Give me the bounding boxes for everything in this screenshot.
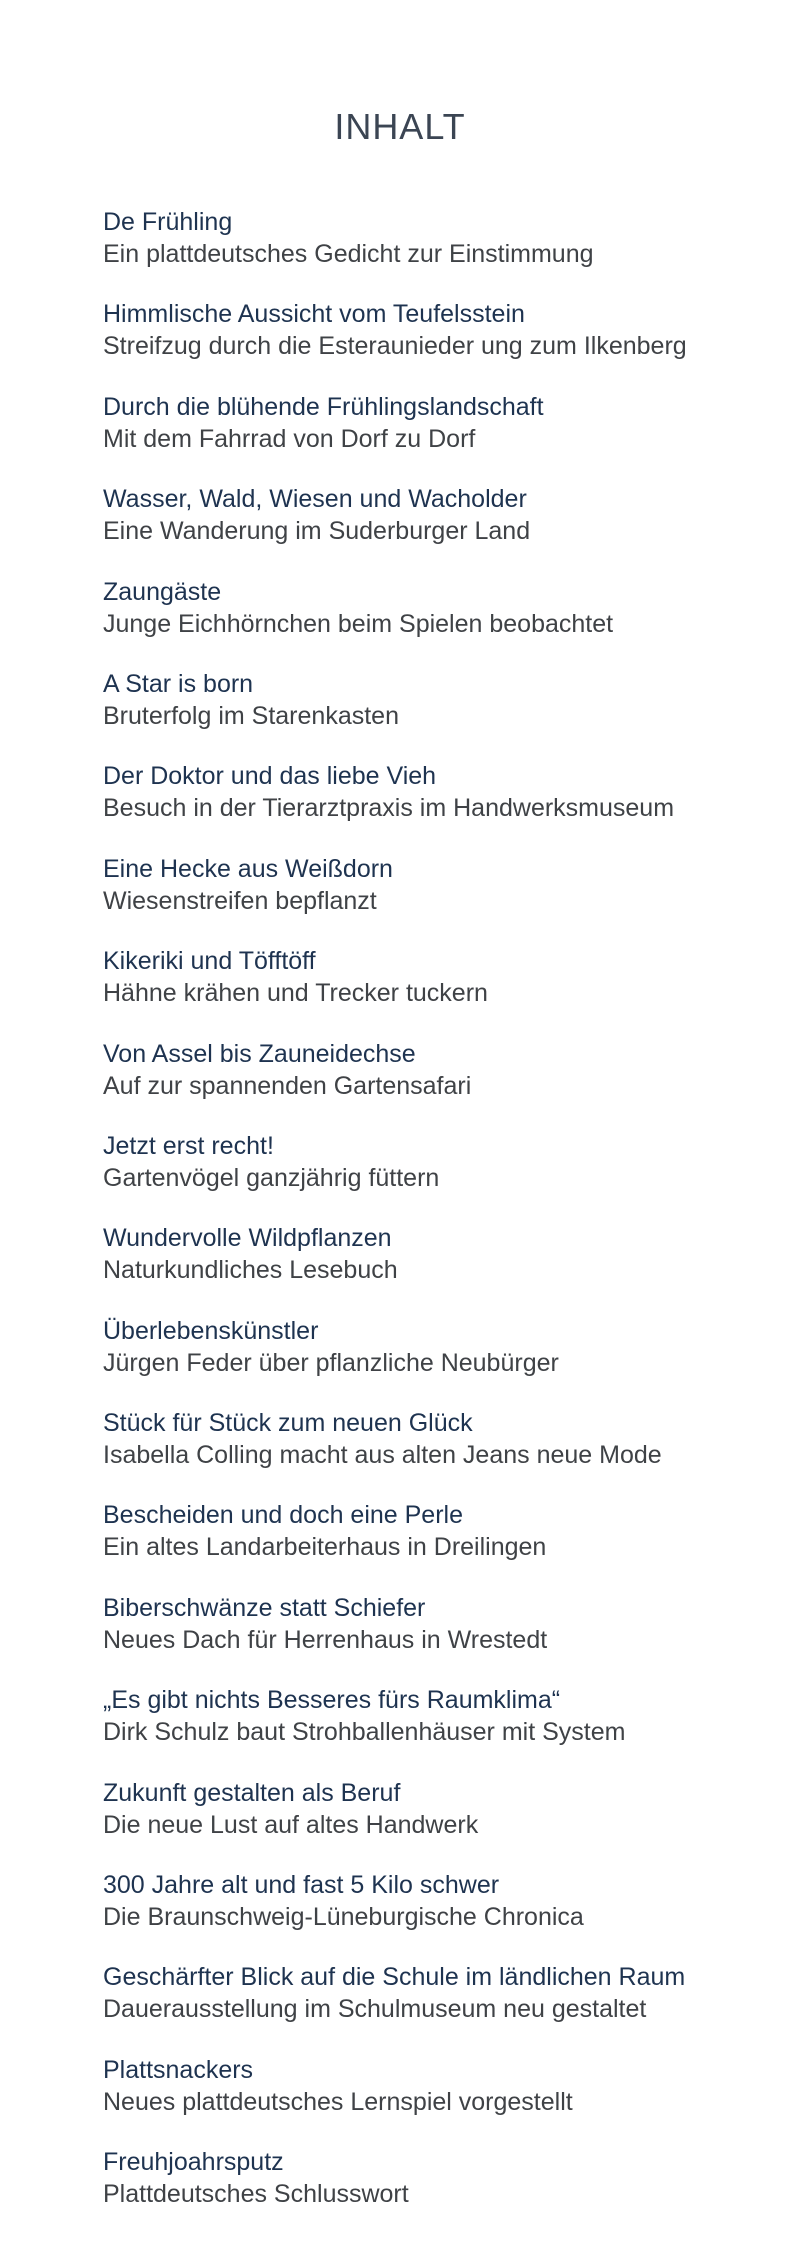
toc-entry (103, 1869, 783, 1961)
toc-entry-title: Zaungäste (103, 577, 222, 606)
toc-entry (103, 1777, 783, 1869)
toc-entry-subtitle: Plattdeutsches Schlusswort (103, 2180, 409, 2209)
toc-entry-subtitle: Naturkundliches Lesebuch (103, 1256, 398, 1285)
toc-entry-title: Geschärfter Blick auf die Schule im ländlichen Raum (103, 1963, 686, 1992)
toc-entry (103, 1961, 783, 2053)
toc-entry (103, 1222, 783, 1314)
toc-entry-subtitle: Hähne krähen und Trecker tuckern (103, 979, 488, 1008)
toc-entry (103, 1684, 783, 1776)
toc-entry (103, 1592, 783, 1684)
toc-entry-subtitle: Neues Dach für Herrenhaus in Wrestedt (103, 1625, 548, 1654)
toc-entry-title: Durch die blühende Frühlingslandschaft (103, 392, 544, 421)
toc-entry-title: Jetzt erst recht! (103, 1131, 274, 1160)
toc-entry (103, 1315, 783, 1407)
toc-entry-title: Kikeriki und Töfftöff (103, 947, 316, 976)
toc-entry (103, 853, 783, 945)
toc-entry (103, 206, 783, 298)
toc-entry-subtitle: Mit dem Fahrrad von Dorf zu Dorf (103, 424, 476, 453)
toc-entry-title: Wasser, Wald, Wiesen und Wacholder (103, 485, 527, 514)
page-title: INHALT (334, 106, 466, 147)
toc-entry-subtitle: Streifzug durch die Esteraunieder ung zum Ilkenberg (103, 332, 687, 361)
toc-entry-title: Stück für Stück zum neuen Glück (103, 1409, 473, 1438)
toc-entry (103, 391, 783, 483)
toc-entry-title: De Frühling (103, 208, 233, 236)
toc-entry-subtitle: Isabella Colling macht aus alten Jeans neue Mode (103, 1441, 662, 1470)
toc-entry (103, 668, 783, 760)
toc-entry-subtitle: Eine Wanderung im Suderburger Land (103, 517, 531, 546)
toc-entry-subtitle: Die Braunschweig-Lüneburgische Chronica (103, 1903, 584, 1932)
toc-entry (103, 1130, 783, 1222)
toc-entry-subtitle: Besuch in der Tierarztpraxis im Handwerksmuseum (103, 794, 675, 823)
toc-entry-subtitle: Ein altes Landarbeiterhaus in Dreilingen (103, 1533, 547, 1562)
toc-entry-subtitle: Gartenvögel ganzjährig füttern (103, 1163, 440, 1192)
toc-list (103, 206, 783, 2239)
toc-entry (103, 1407, 783, 1499)
toc-entry-subtitle: Ein plattdeutsches Gedicht zur Einstimmung (103, 240, 594, 268)
toc-entry-title: Freuhjoahrsputz (103, 2148, 284, 2177)
toc-entry-title: „Es gibt nichts Besseres fürs Raumklima“ (103, 1686, 561, 1715)
toc-entry-subtitle: Neues plattdeutsches Lernspiel vorgestellt (103, 2087, 573, 2116)
toc-entry (103, 1038, 783, 1130)
toc-entry-subtitle: Dirk Schulz baut Strohballenhäuser mit System (103, 1718, 626, 1747)
toc-entry-title: Von Assel bis Zauneidechse (103, 1039, 416, 1068)
toc-entry (103, 945, 783, 1037)
toc-entry (103, 2146, 783, 2238)
toc-entry (103, 760, 783, 852)
toc-entry (103, 483, 783, 575)
toc-entry-title: Plattsnackers (103, 2055, 254, 2084)
toc-entry (103, 1499, 783, 1591)
toc-entry-title: Himmlische Aussicht vom Teufelsstein (103, 300, 525, 329)
toc-entry (103, 576, 783, 668)
toc-entry-title: Wundervolle Wildpflanzen (103, 1224, 392, 1253)
toc-entry-title: Der Doktor und das liebe Vieh (103, 762, 437, 791)
toc-entry-title: Bescheiden und doch eine Perle (103, 1501, 463, 1530)
toc-entry-title: A Star is born (103, 669, 254, 698)
toc-entry-subtitle: Jürgen Feder über pflanzliche Neubürger (103, 1348, 559, 1377)
toc-entry-subtitle: Dauerausstellung im Schulmuseum neu gestaltet (103, 1995, 647, 2024)
toc-entry (103, 2054, 783, 2146)
toc-entry-subtitle: Junge Eichhörnchen beim Spielen beobachtet (103, 609, 614, 638)
toc-entry-subtitle: Bruterfolg im Starenkasten (103, 701, 399, 730)
toc-entry-subtitle: Die neue Lust auf altes Handwerk (103, 1810, 479, 1839)
toc-entry (103, 298, 783, 390)
toc-entry-title: Zukunft gestalten als Beruf (103, 1778, 401, 1807)
toc-entry-subtitle: Wiesenstreifen bepflanzt (103, 886, 377, 915)
toc-entry-title: Eine Hecke aus Weißdorn (103, 854, 393, 883)
toc-entry-subtitle: Auf zur spannenden Gartensafari (103, 1071, 472, 1100)
toc-entry-title: Überlebenskünstler (103, 1316, 319, 1345)
toc-entry-title: 300 Jahre alt und fast 5 Kilo schwer (103, 1871, 500, 1900)
toc-entry-title: Biberschwänze statt Schiefer (103, 1593, 426, 1622)
